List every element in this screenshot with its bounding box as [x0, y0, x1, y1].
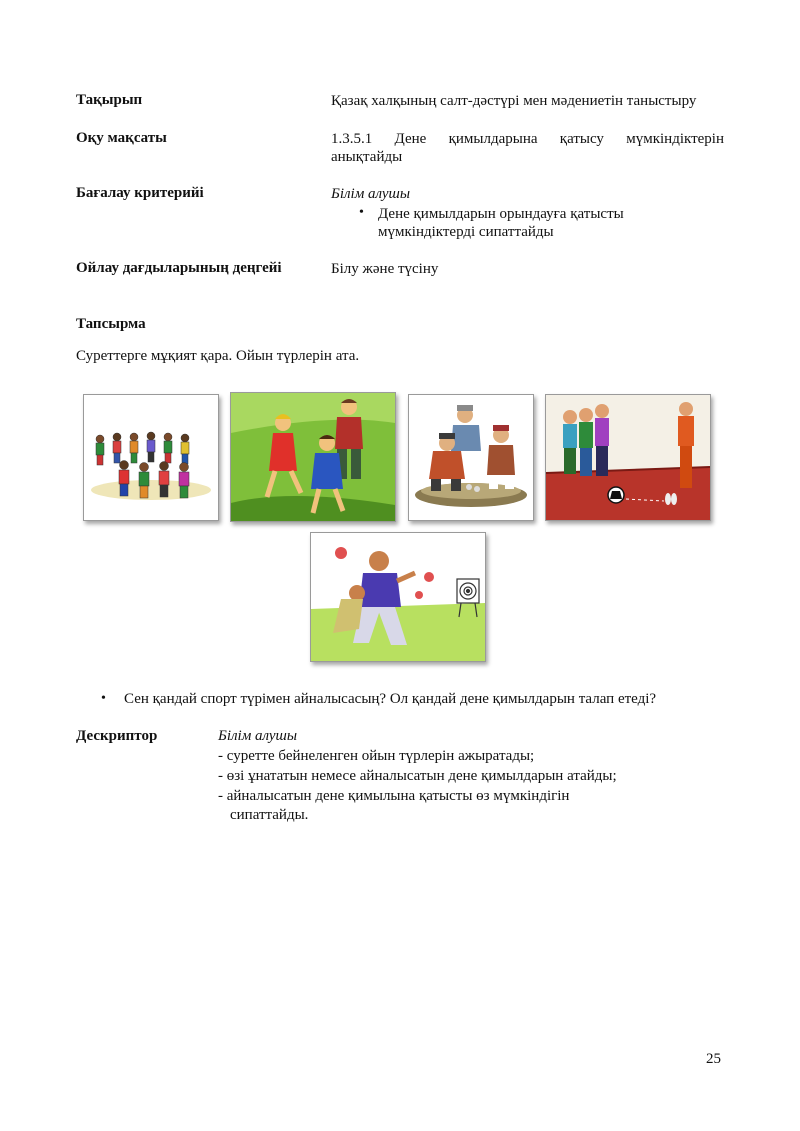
descriptor-item: - айналысатын дене қимылына қатысты өз мүмкіндігін: [218, 788, 570, 804]
task-question: Сен қандай спорт түрімен айналысасың? Ол қандай дене қимылдарын талап етеді?: [124, 691, 657, 707]
topic-label: Тақырып: [76, 92, 143, 108]
children-circle-dance-illustration: [83, 394, 219, 521]
kids-football-pins-illustration: [545, 394, 711, 521]
goal-value: 1.3.5.1 Дене қимылдарына қатысу мүмкіндіктерін анықтайды: [331, 131, 724, 165]
criteria-label: Бағалау критерийі: [76, 185, 204, 201]
bullet-icon: •: [101, 691, 106, 706]
descriptor-item: сипаттайды.: [230, 807, 309, 823]
thinking-value: Білу және түсіну: [331, 261, 439, 277]
children-running-game-illustration: [230, 392, 396, 522]
bullet-icon: •: [359, 205, 364, 220]
descriptor-item: - суретте бейнеленген ойын түрлерін ажыратады;: [218, 748, 535, 764]
topic-value: Қазақ халқының салт-дәстүрі мен мәдениетін таныстыру: [331, 93, 697, 109]
page-number: 25: [706, 1051, 721, 1067]
descriptor-item: - өзі ұнататын немесе айналысатын дене қимылдарын атайды;: [218, 768, 617, 784]
task-instruction: Суреттерге мұқият қара. Ойын түрлерін ата.: [76, 348, 360, 364]
descriptor-intro: Білім алушы: [218, 728, 298, 744]
boy-throwing-ball-target-illustration: [310, 532, 486, 662]
criteria-bullet: Дене қимылдарын орындауға қатысты мүмкіндіктерді сипаттайды: [378, 206, 624, 240]
descriptor-label: Дескриптор: [76, 728, 158, 744]
goal-label: Оқу мақсаты: [76, 130, 167, 146]
boys-playing-asyk-illustration: [408, 394, 534, 521]
task-heading: Тапсырма: [76, 316, 146, 332]
thinking-label: Ойлау дағдыларының деңгейі: [76, 260, 282, 276]
criteria-intro: Білім алушы: [331, 186, 411, 202]
